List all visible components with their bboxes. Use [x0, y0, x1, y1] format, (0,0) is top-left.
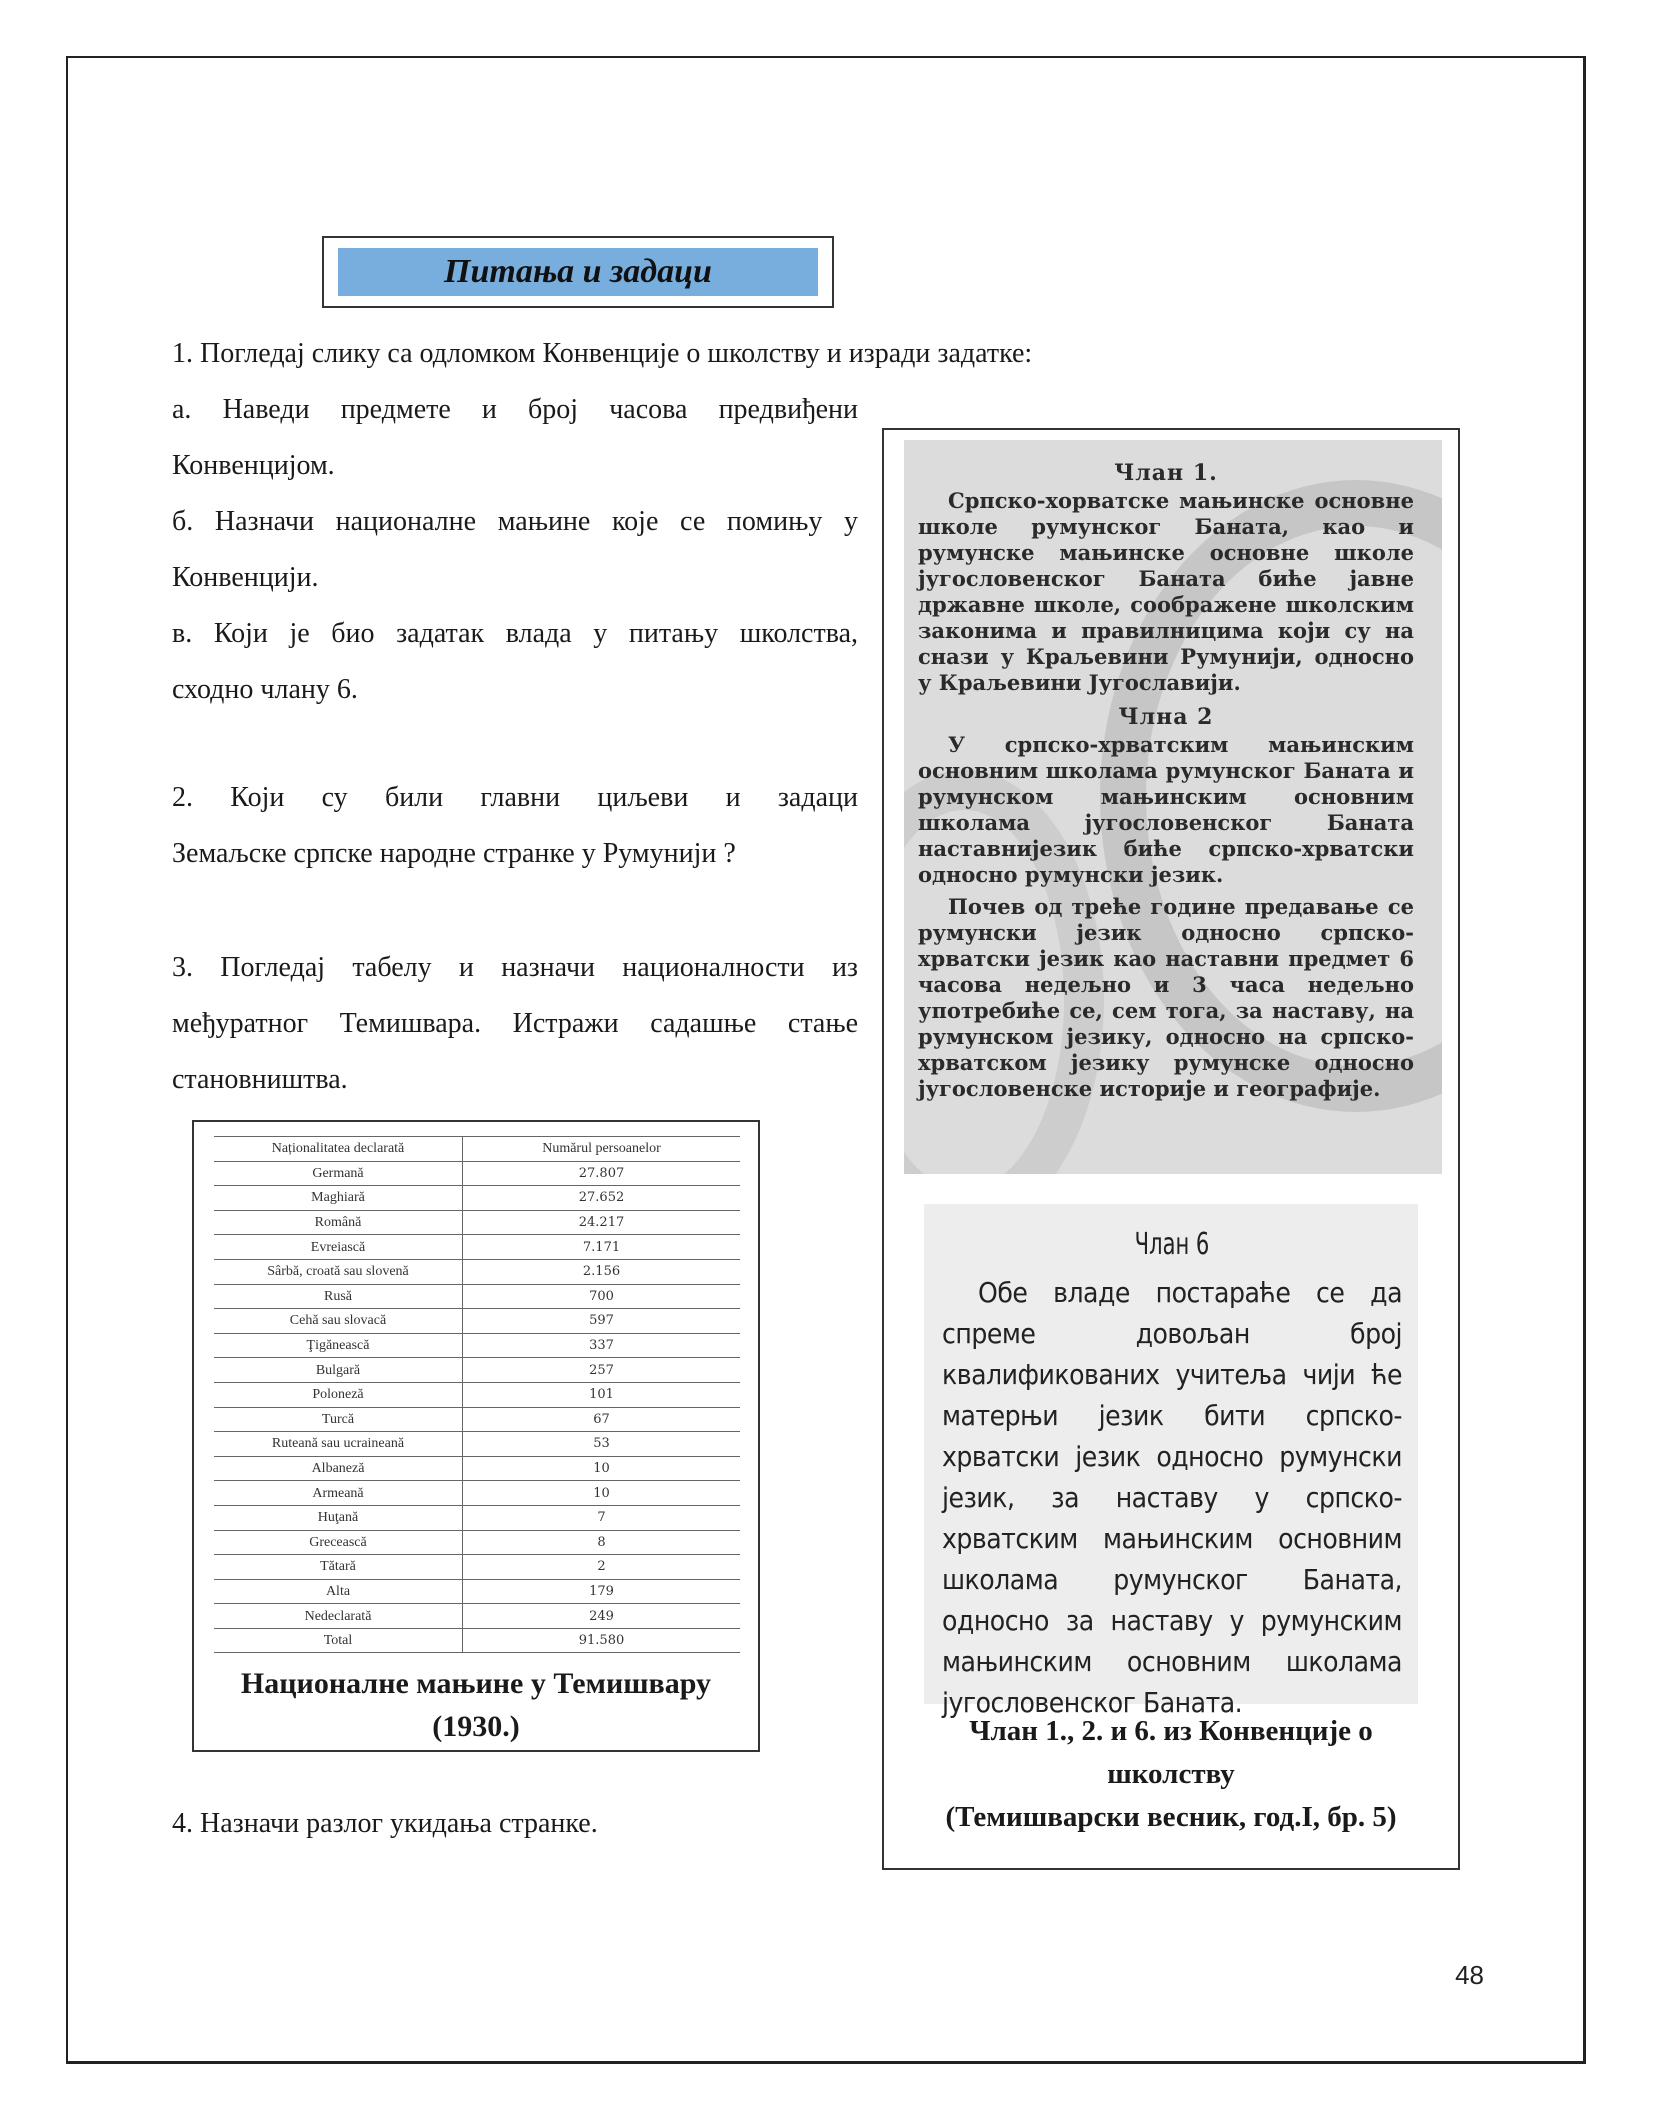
table-row [214, 1259, 740, 1284]
question-4: 4. Назначи разлог укидања странке. [172, 1808, 598, 1839]
table-row [214, 1456, 740, 1481]
table-row [214, 1604, 740, 1629]
nationality-cell: Sârbă, croată sau slovenă [214, 1259, 463, 1284]
count-cell: 2 [463, 1555, 741, 1580]
table-row [214, 1530, 740, 1555]
nationality-cell: Ruteană sau ucraineană [214, 1432, 463, 1457]
table-row [214, 1432, 740, 1457]
newspaper-caption-line-1: Члан 1., 2. и 6. из Конвенције о [969, 1715, 1373, 1747]
table-header-row [214, 1137, 740, 1162]
nationality-cell: Grecească [214, 1530, 463, 1555]
newspaper-figure [882, 428, 1460, 1870]
question-1b-line-2: Конвенцији. [172, 562, 319, 593]
nationality-cell: Huţană [214, 1505, 463, 1530]
newspaper-caption-line-2: школству [1107, 1758, 1235, 1790]
question-3-line-1: 3. Погледај табелу и назначи националности из [172, 952, 858, 983]
newspaper-caption [884, 1710, 1458, 1839]
nationality-cell: Tătară [214, 1555, 463, 1580]
count-cell: 8 [463, 1530, 741, 1555]
column-header-count: Numărul persoanelor [463, 1137, 741, 1162]
question-3 [172, 940, 858, 1108]
question-1a-line-2: Конвенцијом. [172, 450, 335, 481]
table-row [214, 1358, 740, 1383]
table-row [214, 1333, 740, 1358]
count-cell: 179 [463, 1579, 741, 1604]
nationality-cell: Alta [214, 1579, 463, 1604]
count-cell: 53 [463, 1432, 741, 1457]
count-cell: 7 [463, 1505, 741, 1530]
question-1-subtasks [172, 382, 858, 718]
newspaper-clipping-article-6 [924, 1204, 1418, 1719]
article-1-text: Српско-хорватске мањинске основне школе румунског Баната, као и румунске мањинске основне школе југословенског Баната биће јавне државне школе, соображене школским законима и правилницима који су на снази у Краљевини Румунији, односно у Краљевини Југославији. [918, 488, 1414, 695]
table-row [214, 1407, 740, 1432]
population-table-figure [192, 1120, 760, 1752]
column-header-nationality: Naționalitatea declarată [214, 1137, 463, 1162]
question-1b-line-1: б. Назначи националне мањине које се помињу у [172, 506, 858, 537]
page-number: 48 [1455, 1960, 1484, 1990]
count-cell: 257 [463, 1358, 741, 1383]
section-title-fill [338, 248, 818, 296]
population-table-caption-line-2: (1930.) [432, 1710, 520, 1743]
nationality-cell: Evreiască [214, 1235, 463, 1260]
count-cell: 10 [463, 1481, 741, 1506]
article-2-heading: Члна 2 [1118, 704, 1214, 730]
nationality-cell: Cehă sau slovacă [214, 1309, 463, 1334]
count-cell: 67 [463, 1407, 741, 1432]
section-title: Питања и задаци [444, 253, 712, 290]
count-cell: 101 [463, 1382, 741, 1407]
nationality-cell: Ţigănească [214, 1333, 463, 1358]
table-row [214, 1235, 740, 1260]
table-row [214, 1382, 740, 1407]
table-row [214, 1161, 740, 1186]
nationality-cell: Total [214, 1628, 463, 1653]
count-cell: 91.580 [463, 1628, 741, 1653]
population-table-caption [194, 1662, 758, 1748]
article-1-heading: Члан 1. [1114, 460, 1218, 486]
question-2-line-2: Земаљске српске народне странке у Румунији ? [172, 838, 736, 869]
question-1a-line-1: а. Наведи предмете и број часова предвиђени [172, 394, 858, 425]
count-cell: 24.217 [463, 1210, 741, 1235]
table-row [214, 1309, 740, 1334]
nationality-cell: Poloneză [214, 1382, 463, 1407]
table-row [214, 1481, 740, 1506]
nationality-cell: Maghiară [214, 1186, 463, 1211]
count-cell: 597 [463, 1309, 741, 1334]
table-row-total [214, 1628, 740, 1653]
table-row [214, 1210, 740, 1235]
table-row [214, 1505, 740, 1530]
question-2 [172, 770, 858, 882]
nationality-cell: Bulgară [214, 1358, 463, 1383]
question-1c-line-2: сходно члану 6. [172, 674, 358, 705]
table-row [214, 1555, 740, 1580]
article-6-heading: Члан 6 [1134, 1227, 1210, 1262]
question-1-intro: 1. Погледај слику са одломком Конвенције о школству и изради задатке: [172, 338, 1033, 369]
newspaper-clipping-articles-1-2 [904, 440, 1442, 1174]
nationality-cell: Română [214, 1210, 463, 1235]
count-cell: 27.652 [463, 1186, 741, 1211]
count-cell: 10 [463, 1456, 741, 1481]
nationality-cell: Rusă [214, 1284, 463, 1309]
table-row [214, 1186, 740, 1211]
nationality-cell: Armeană [214, 1481, 463, 1506]
count-cell: 249 [463, 1604, 741, 1629]
population-table-caption-line-1: Националне мањине у Темишвару [240, 1667, 712, 1700]
question-3-line-2: међуратног Темишвара. Истражи садашње стање [172, 1008, 858, 1039]
article-2-text: У српско-хрватским мањинским основним школама румунског Баната и румунском мањинским основним школама југословенског Баната наставнијезик биће српско-хрватски односно румунски језик. [918, 732, 1414, 887]
nationality-cell: Germană [214, 1161, 463, 1186]
count-cell: 337 [463, 1333, 741, 1358]
question-2-line-1: 2. Који су били главни циљеви и задаци [172, 782, 858, 813]
article-2-text-continued: Почев од треће године предавање се румунски језик односно српско-хрватски језик као наставни предмет 6 часова недељно и 3 часа недељно употребиће се, сем тога, за наставу, на румунском језику, односно на српско-хрватском језику румунске односно југословенске историје и географије. [918, 894, 1414, 1101]
population-table [214, 1136, 740, 1653]
nationality-cell: Albaneză [214, 1456, 463, 1481]
section-title-box [322, 236, 834, 308]
newspaper-caption-line-3: (Темишварски весник, год.I, бр. 5) [945, 1801, 1397, 1833]
count-cell: 700 [463, 1284, 741, 1309]
count-cell: 2.156 [463, 1259, 741, 1284]
table-row [214, 1284, 740, 1309]
nationality-cell: Turcă [214, 1407, 463, 1432]
nationality-cell: Nedeclarată [214, 1604, 463, 1629]
question-1c-line-1: в. Који је био задатак влада у питању школства, [172, 618, 858, 649]
count-cell: 27.807 [463, 1161, 741, 1186]
article-6-text: Обе владе постараће се да спреме довољан број квалификованих учитеља чији ће матерњи језик бити српско-хрватски језик односно румунски језик, за наставу у српско-хрватским мањинским основним школама румунског Баната, односно за наставу у румунским мањинским основним школама југословенског Баната. [942, 1276, 1402, 1719]
clipping-text [904, 440, 1442, 1102]
table-row [214, 1579, 740, 1604]
count-cell: 7.171 [463, 1235, 741, 1260]
question-3-line-3: становништва. [172, 1064, 348, 1095]
clipping-text [924, 1204, 1418, 1723]
